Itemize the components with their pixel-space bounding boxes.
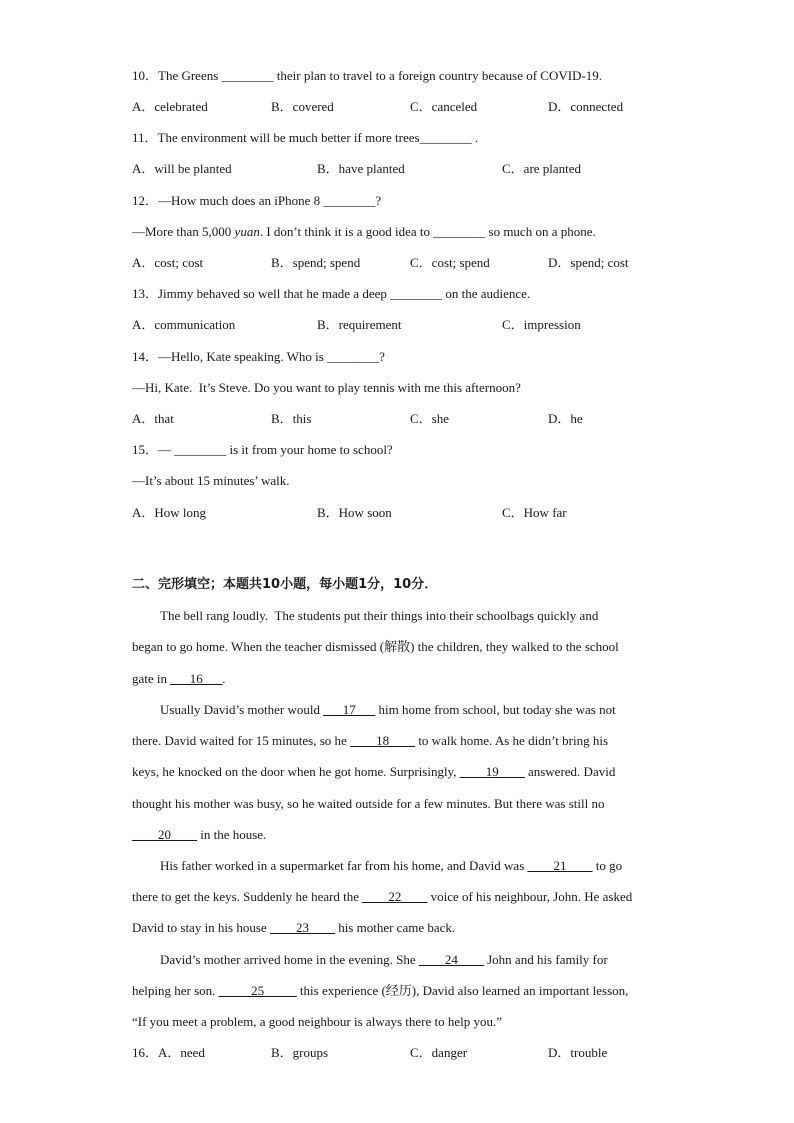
passage-line xyxy=(160,951,608,969)
question-11-stem: 11．The environment will be much better if more trees________ . xyxy=(132,130,479,145)
passage-text: there to get the keys. Suddenly he heard the xyxy=(132,889,363,904)
passage-line xyxy=(132,919,455,937)
passage-text: Usually David’s mother would xyxy=(160,702,324,717)
question-10-stem: 10．The Greens ________ their plan to travel to a foreign country because of COVID-19. xyxy=(132,68,603,83)
q13-option-c: C．impression xyxy=(502,317,581,332)
passage-line xyxy=(132,732,608,750)
passage-text: keys, he knocked on the door when he got home. Surprisingly, xyxy=(132,764,460,779)
q10-option-c: C．canceled xyxy=(410,99,478,114)
passage-line xyxy=(160,857,622,875)
blank-23: ____23____ xyxy=(269,920,335,935)
blank-18: ____18____ xyxy=(350,733,416,748)
q12-dialog-text: —More than 5,000 xyxy=(132,224,235,239)
blank-25: _____25_____ xyxy=(218,983,297,998)
q14-option-a: A．that xyxy=(132,411,174,426)
passage-text: to walk home. As he didn’t bring his xyxy=(415,733,609,748)
question-15-stem: 15．— ________ is it from your home to school? xyxy=(132,442,393,457)
blank-21: ____21____ xyxy=(527,858,593,873)
passage-text: David’s mother arrived home in the evening. She xyxy=(160,952,419,967)
passage-line: thought his mother was busy, so he waited outside for a few minutes. But there was still no xyxy=(132,796,605,811)
passage-text: gate in xyxy=(132,671,171,686)
q11-option-c: C．are planted xyxy=(502,161,582,176)
passage-text: him home from school, but today she was not xyxy=(375,702,616,717)
q13-option-a: A．communication xyxy=(132,317,236,332)
q14-option-c: C．she xyxy=(410,411,450,426)
passage-text: helping her son. xyxy=(132,983,219,998)
q14-option-b: B．this xyxy=(271,411,312,426)
q13-option-b: B．requirement xyxy=(317,317,402,332)
passage-text: to go xyxy=(592,858,623,873)
q12-option-b: B．spend; spend xyxy=(271,255,361,270)
q12-dialog-currency: yuan xyxy=(234,224,260,239)
passage-line: began to go home. When the teacher dismissed (解散) the children, they walked to the school xyxy=(132,639,619,654)
blank-24: ____24____ xyxy=(418,952,484,967)
passage-text: his mother came back. xyxy=(334,920,456,935)
q12-option-c: C．cost; spend xyxy=(410,255,490,270)
q11-option-a: A．will be planted xyxy=(132,161,232,176)
q16-option-d: D．trouble xyxy=(548,1045,608,1060)
question-14-stem: 14．—Hello, Kate speaking. Who is ________? xyxy=(132,349,385,364)
passage-text: answered. David xyxy=(524,764,616,779)
q16-option-c: C．danger xyxy=(410,1045,468,1060)
blank-16: ___16___ xyxy=(170,671,223,686)
question-12-dialog xyxy=(132,223,596,241)
q10-option-d: D．connected xyxy=(548,99,624,114)
blank-19: ____19____ xyxy=(459,764,525,779)
blank-17: ___17___ xyxy=(323,702,376,717)
passage-line xyxy=(132,826,266,844)
q12-option-d: D．spend; cost xyxy=(548,255,629,270)
passage-line: The bell rang loudly. The students put their things into their schoolbags quickly and xyxy=(160,608,599,623)
passage-text: . xyxy=(222,671,226,686)
q10-option-a: A．celebrated xyxy=(132,99,208,114)
blank-20: ____20____ xyxy=(132,827,197,842)
passage-line: “If you meet a problem, a good neighbour is always there to help you.” xyxy=(132,1014,503,1029)
blank-22: ____22____ xyxy=(362,889,428,904)
passage-line xyxy=(132,888,632,906)
passage-text: David to stay in his house xyxy=(132,920,270,935)
q12-option-a: A．cost; cost xyxy=(132,255,204,270)
passage-line xyxy=(132,982,628,1000)
passage-text: His father worked in a supermarket far from his home, and David was xyxy=(160,858,528,873)
q12-dialog-text-end: . I don’t think it is a good idea to ________ so much on a phone. xyxy=(259,224,596,239)
question-15-dialog: —It’s about 15 minutes’ walk. xyxy=(132,473,290,488)
question-14-dialog: —Hi, Kate. It’s Steve. Do you want to play tennis with me this afternoon? xyxy=(132,380,521,395)
q15-option-b: B．How soon xyxy=(317,505,392,520)
q16-option-b: B．groups xyxy=(271,1045,329,1060)
passage-text: there. David waited for 15 minutes, so he xyxy=(132,733,351,748)
passage-line xyxy=(160,701,616,719)
passage-line xyxy=(132,670,226,688)
passage-text: this experience (经历), David also learned an important lesson, xyxy=(296,983,629,998)
passage-text: in the house. xyxy=(197,827,267,842)
passage-text: John and his family for xyxy=(483,952,608,967)
question-13-stem: 13．Jimmy behaved so well that he made a deep ________ on the audience. xyxy=(132,286,531,301)
q10-option-b: B．covered xyxy=(271,99,334,114)
question-12-stem: 12．—How much does an iPhone 8 ________? xyxy=(132,193,382,208)
q11-option-b: B．have planted xyxy=(317,161,405,176)
q15-option-a: A．How long xyxy=(132,505,207,520)
q15-option-c: C．How far xyxy=(502,505,567,520)
section-heading: 二、完形填空；本题共10小题，每小题1分，10分． xyxy=(132,577,438,592)
q14-option-d: D．he xyxy=(548,411,583,426)
q16-option-a: 16．A．need xyxy=(132,1045,205,1060)
passage-text: voice of his neighbour, John. He asked xyxy=(427,889,633,904)
passage-line xyxy=(132,763,615,781)
